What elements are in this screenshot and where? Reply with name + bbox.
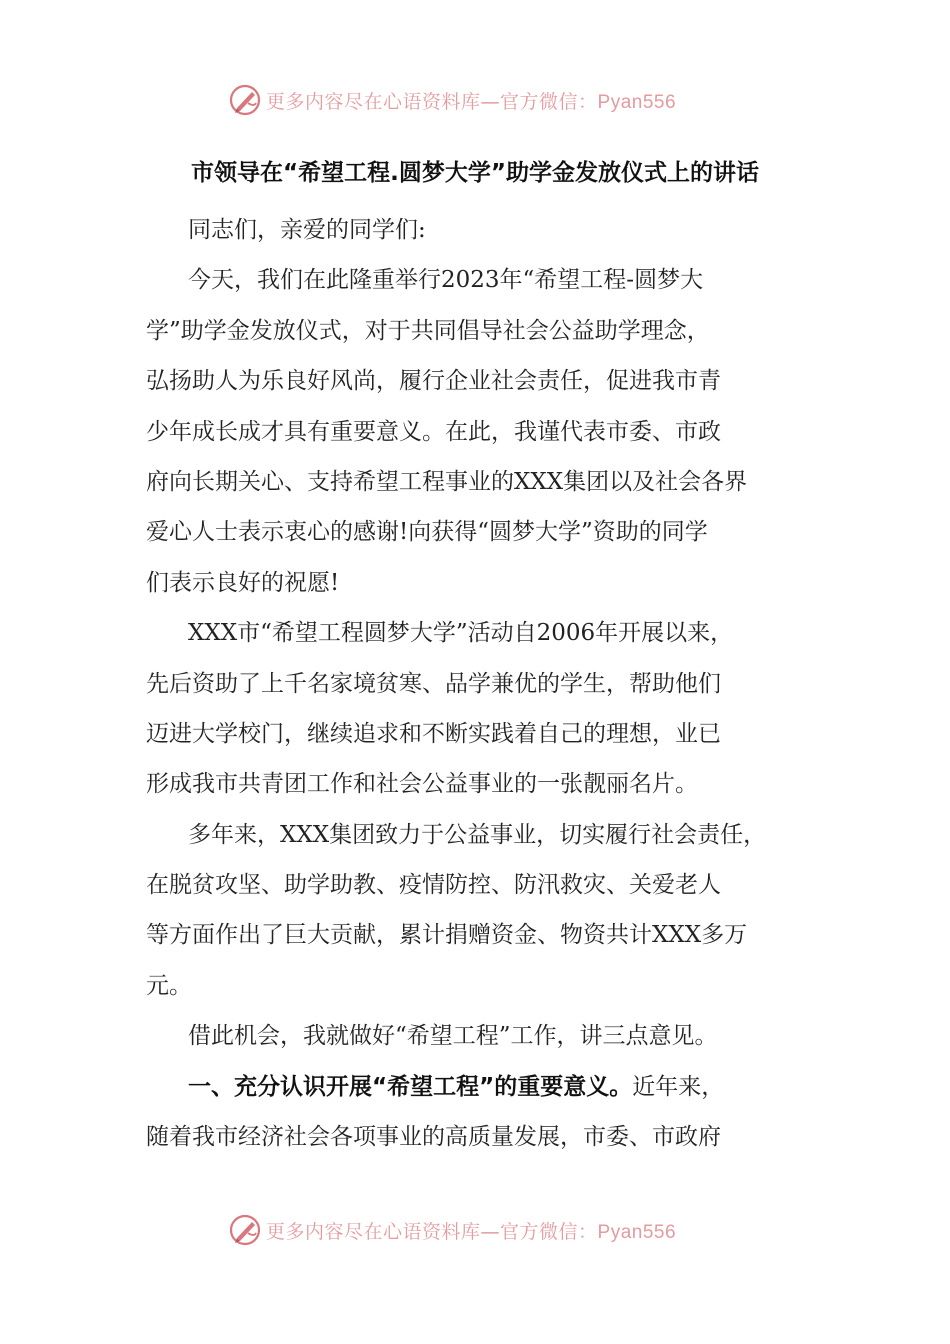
watermark-library-text: 更多内容尽在心语资料库 (266, 90, 481, 113)
body-line: 爱心人士表示衷心的感谢!向获得“圆梦大学”资助的同学 (146, 519, 708, 546)
watermark-separator: — (480, 1220, 501, 1243)
watermark-wechat-id: Pyan556 (597, 91, 677, 113)
body-line: 迈进大学校门，继续追求和不断实践着自己的理想，业已 (146, 720, 721, 747)
body-line: 今天，我们在此隆重举行2023年“希望工程-圆梦大 (188, 267, 704, 294)
body-line: 形成我市共青团工作和社会公益事业的一张靓丽名片。 (146, 771, 698, 798)
watermark-text-bottom (266, 1217, 676, 1244)
watermark-wechat-label: 官方微信： (500, 90, 598, 113)
body-line: 多年来，XXX集团致力于公益事业，切实履行社会责任， (188, 821, 767, 848)
body-line: 们表示良好的祝愿! (146, 569, 340, 596)
watermark-text (266, 87, 676, 114)
body-line: 弘扬助人为乐良好风尚，履行企业社会责任，促进我市青 (146, 368, 721, 395)
watermark-wechat-label: 官方微信： (500, 1220, 598, 1243)
body-line-last: 随着我市经济社会各项事业的高质量发展，市委、市政府 (146, 1124, 721, 1151)
document-title: 市领导在“希望工程.圆梦大学”助学金发放仪式上的讲话 (191, 160, 759, 186)
section-heading-rest: 近年来， (632, 1073, 725, 1100)
footer-watermark (0, 1208, 950, 1252)
watermark-content (228, 78, 676, 122)
body-line: 等方面作出了巨大贡献，累计捐赠资金、物资共计XXX多万 (146, 922, 748, 949)
header-watermark (0, 78, 950, 122)
body-line: 先后资助了上千名家境贫寒、品学兼优的学生，帮助他们 (146, 670, 721, 697)
watermark-content-bottom (228, 1208, 676, 1252)
body-line: 借此机会，我就做好“希望工程”工作，讲三点意见。 (188, 1023, 718, 1050)
body-line: 在脱贫攻坚、助学助教、疫情防控、防汛救灾、关爱老人 (146, 872, 721, 899)
body-line: 学”助学金发放仪式，对于共同倡导社会公益助学理念， (146, 317, 710, 344)
watermark-library-text: 更多内容尽在心语资料库 (266, 1220, 481, 1243)
body-line: 少年成长成才具有重要意义。在此，我谨代表市委、市政 (146, 418, 721, 445)
watermark-wechat-id: Pyan556 (597, 1221, 677, 1243)
document-body (146, 205, 808, 1162)
body-line: XXX市“希望工程圆梦大学”活动自2006年开展以来， (188, 620, 734, 647)
body-line: 府向长期关心、支持希望工程事业的XXX集团以及社会各界 (146, 468, 748, 495)
pen-logo-icon (228, 83, 262, 117)
section-heading-bold: 一、充分认识开展“希望工程”的重要意义。 (188, 1073, 633, 1100)
watermark-separator: — (480, 90, 501, 113)
body-line: 元。 (146, 972, 192, 999)
body-line: 同志们，亲爱的同学们: (188, 217, 426, 243)
section-heading-line (146, 1062, 808, 1112)
body-lines (146, 205, 808, 1062)
pen-logo-icon (228, 1213, 262, 1247)
